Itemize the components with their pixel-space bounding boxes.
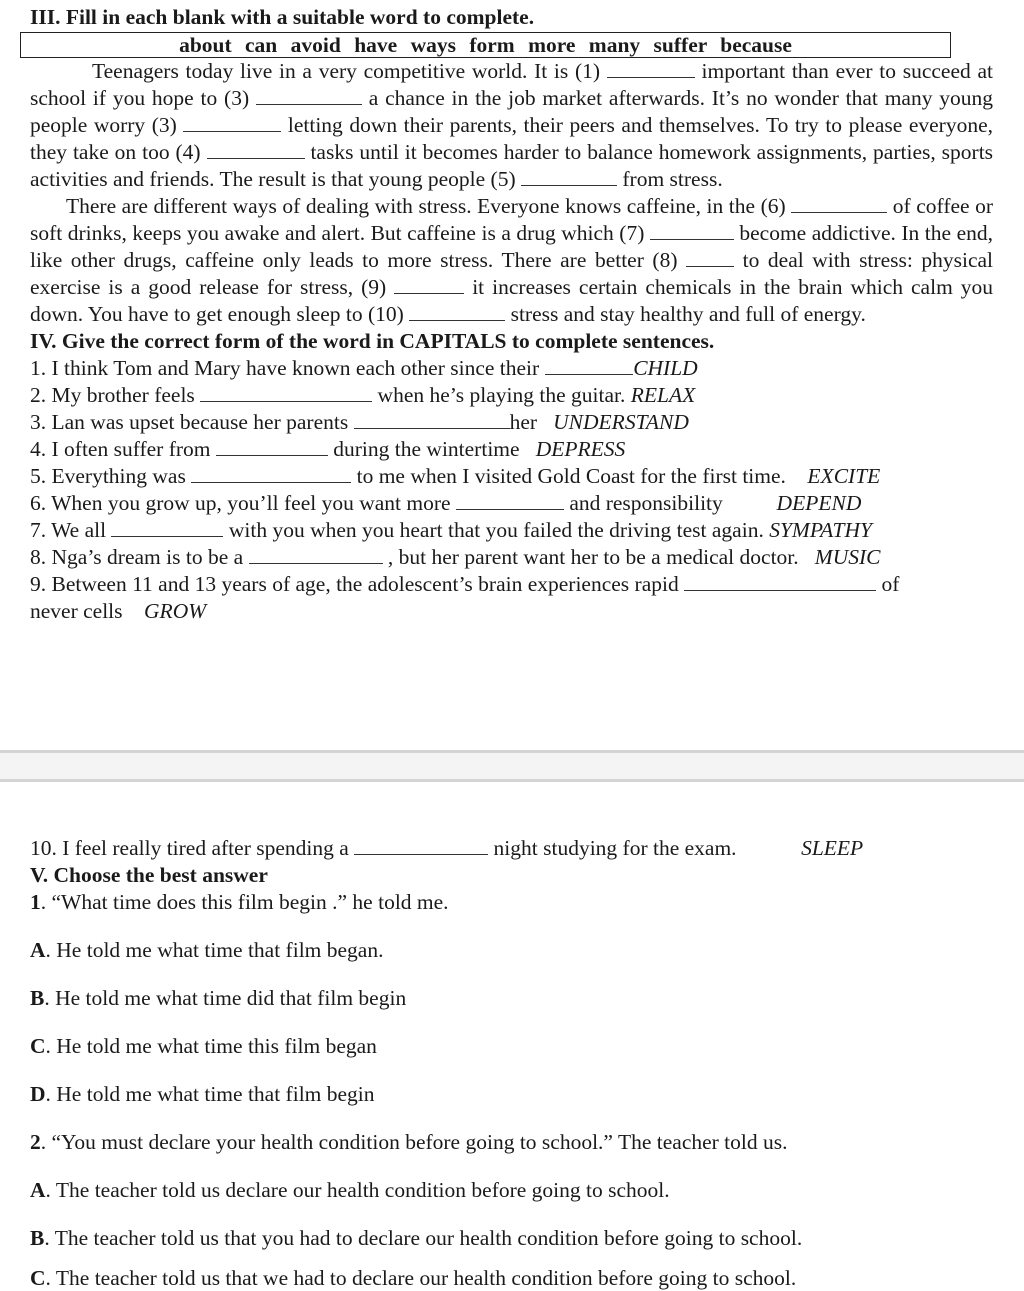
q1-option-b[interactable] xyxy=(30,985,993,1033)
blank-4[interactable] xyxy=(207,140,305,159)
word-bank-box: about can avoid have ways form more many suffer because xyxy=(20,32,951,58)
blank-7[interactable] xyxy=(650,221,734,240)
item-text: 6. When you grow up, you’ll feel you want more xyxy=(30,491,451,515)
option-text: . The teacher told us that you had to declare our health condition before going to school. xyxy=(44,1226,803,1250)
q1-option-d[interactable] xyxy=(30,1081,993,1129)
answer-blank-9[interactable] xyxy=(684,572,876,591)
passage-text: of coffee or soft drinks, keeps you awake and alert. But caffeine is a drug which (7) xyxy=(30,194,994,245)
worksheet-bottom-part xyxy=(30,835,993,1273)
answer-blank-7[interactable] xyxy=(111,518,223,537)
blank-2[interactable] xyxy=(256,86,362,105)
item-text: of xyxy=(881,572,900,596)
item-text: 7. We all xyxy=(30,518,107,542)
answer-blank-8[interactable] xyxy=(249,545,383,564)
item-text: when he’s playing the guitar. xyxy=(377,383,626,407)
item-text: 3. Lan was upset because her parents xyxy=(30,410,349,434)
item-text: 2. My brother feels xyxy=(30,383,195,407)
question-2 xyxy=(30,1129,993,1177)
option-text: . He told me what time that film began. xyxy=(45,938,384,962)
option-letter: B xyxy=(30,1226,45,1250)
word-form-item-3 xyxy=(30,409,993,436)
passage-text: it increases certain chemicals in the brain which calm you down. You have to get enough sleep to (10) xyxy=(30,275,994,326)
capital-word: DEPEND xyxy=(776,491,862,515)
passage-text: important than ever to succeed at school if you hope to (3) xyxy=(30,59,993,110)
option-text: . The teacher told us that we had to declare our health condition before going to school. xyxy=(45,1266,797,1290)
passage-text: to deal with stress: physical exercise is a good release for stress, (9) xyxy=(30,248,994,299)
item-text: during the wintertime xyxy=(333,437,520,461)
word-form-item-6 xyxy=(30,490,993,517)
answer-blank-4[interactable] xyxy=(216,437,328,456)
capital-word: DEPRESS xyxy=(535,437,626,461)
blank-10[interactable] xyxy=(409,302,505,321)
q1-option-a[interactable] xyxy=(30,937,993,985)
passage-text: Teenagers today live in a very competitive world. It is (1) xyxy=(92,59,601,83)
passage-paragraph-2 xyxy=(30,193,993,328)
word-form-item-10 xyxy=(30,835,993,862)
answer-blank-10[interactable] xyxy=(354,836,488,855)
passage-text: There are different ways of dealing with stress. Everyone knows caffeine, in the (6) xyxy=(66,194,786,218)
item-text: to me when I visited Gold Coast for the first time. xyxy=(356,464,786,488)
blank-8[interactable] xyxy=(686,248,734,267)
section-4-heading: IV. Give the correct form of the word in CAPITALS to complete sentences. xyxy=(30,329,715,353)
item-text: 9. Between 11 and 13 years of age, the adolescent’s brain experiences rapid xyxy=(30,572,679,596)
passage-text: tasks until it becomes harder to balance homework assignments, parties, sports activities and friends. The result is that young people (5) xyxy=(30,140,994,191)
passage-text: from stress. xyxy=(622,167,723,191)
question-number: 1 xyxy=(30,890,41,914)
item-text: , but her parent want her to be a medical doctor. xyxy=(387,545,799,569)
item-text: and responsibility xyxy=(569,491,723,515)
word-form-item-4 xyxy=(30,436,993,463)
section-5-heading: V. Choose the best answer xyxy=(30,863,268,887)
passage-text: letting down their parents, their peers and themselves. To try to please everyone, they take on too (4) xyxy=(30,113,993,164)
option-text: . He told me what time that film begin xyxy=(45,1082,375,1106)
capital-word: GROW xyxy=(144,599,207,623)
word-form-item-2 xyxy=(30,382,993,409)
blank-1[interactable] xyxy=(607,59,695,78)
option-text: . He told me what time this film began xyxy=(45,1034,377,1058)
item-text: 4. I often suffer from xyxy=(30,437,211,461)
option-letter: C xyxy=(30,1034,46,1058)
q2-option-a[interactable] xyxy=(30,1177,993,1225)
item-text: with you when you heart that you failed the driving test again. xyxy=(228,518,764,542)
question-number: 2 xyxy=(30,1130,41,1154)
word-form-item-9-continued xyxy=(30,598,993,625)
worksheet-top-part xyxy=(30,4,993,625)
word-form-item-5 xyxy=(30,463,993,490)
answer-blank-3[interactable] xyxy=(354,410,510,429)
option-letter: A xyxy=(30,938,46,962)
question-text: . “What time does this film begin .” he told me. xyxy=(40,890,449,914)
item-text: 10. I feel really tired after spending a xyxy=(30,836,349,860)
word-form-item-1 xyxy=(30,355,993,382)
answer-blank-1[interactable] xyxy=(545,356,633,375)
item-text: her xyxy=(509,410,538,434)
option-text: . He told me what time did that film begin xyxy=(44,986,407,1010)
passage-text: a chance in the job market afterwards. It’s no wonder that many young people worry (3) xyxy=(30,86,994,137)
option-letter: A xyxy=(30,1178,46,1202)
q1-option-c[interactable] xyxy=(30,1033,993,1081)
item-text: 5. Everything was xyxy=(30,464,186,488)
blank-3[interactable] xyxy=(183,113,281,132)
option-letter: D xyxy=(30,1082,46,1106)
capital-word: CHILD xyxy=(633,356,698,380)
answer-blank-5[interactable] xyxy=(191,464,351,483)
capital-word: UNDERSTAND xyxy=(553,410,689,434)
capital-word: EXCITE xyxy=(807,464,881,488)
option-text: . The teacher told us declare our health condition before going to school. xyxy=(45,1178,670,1202)
blank-9[interactable] xyxy=(394,275,464,294)
passage-text: become addictive. In the end, like other drugs, caffeine only leads to more stress. There are better (8) xyxy=(30,221,993,272)
item-text: 8. Nga’s dream is to be a xyxy=(30,545,244,569)
item-text: 1. I think Tom and Mary have known each other since their xyxy=(30,356,540,380)
section-3-heading: III. Fill in each blank with a suitable word to complete. xyxy=(30,5,535,29)
answer-blank-2[interactable] xyxy=(200,383,372,402)
question-text: . “You must declare your health condition before going to school.” The teacher told us. xyxy=(40,1130,788,1154)
word-form-item-7 xyxy=(30,517,993,544)
capital-word: MUSIC xyxy=(814,545,881,569)
blank-5[interactable] xyxy=(521,167,617,186)
answer-blank-6[interactable] xyxy=(456,491,564,510)
capital-word: SLEEP xyxy=(801,836,864,860)
item-text: night studying for the exam. xyxy=(493,836,737,860)
blank-6[interactable] xyxy=(791,194,887,213)
item-text: never cells xyxy=(30,599,123,623)
capital-word: SYMPATHY xyxy=(769,518,872,542)
passage-paragraph-1 xyxy=(30,58,993,193)
question-1 xyxy=(30,889,993,937)
word-form-item-9 xyxy=(30,571,993,598)
option-letter: C xyxy=(30,1266,46,1290)
option-letter: B xyxy=(30,986,45,1010)
capital-word: RELAX xyxy=(630,383,696,407)
passage-text: stress and stay healthy and full of energy. xyxy=(510,302,866,326)
word-form-item-8 xyxy=(30,544,993,571)
page-break-divider xyxy=(0,750,1024,782)
